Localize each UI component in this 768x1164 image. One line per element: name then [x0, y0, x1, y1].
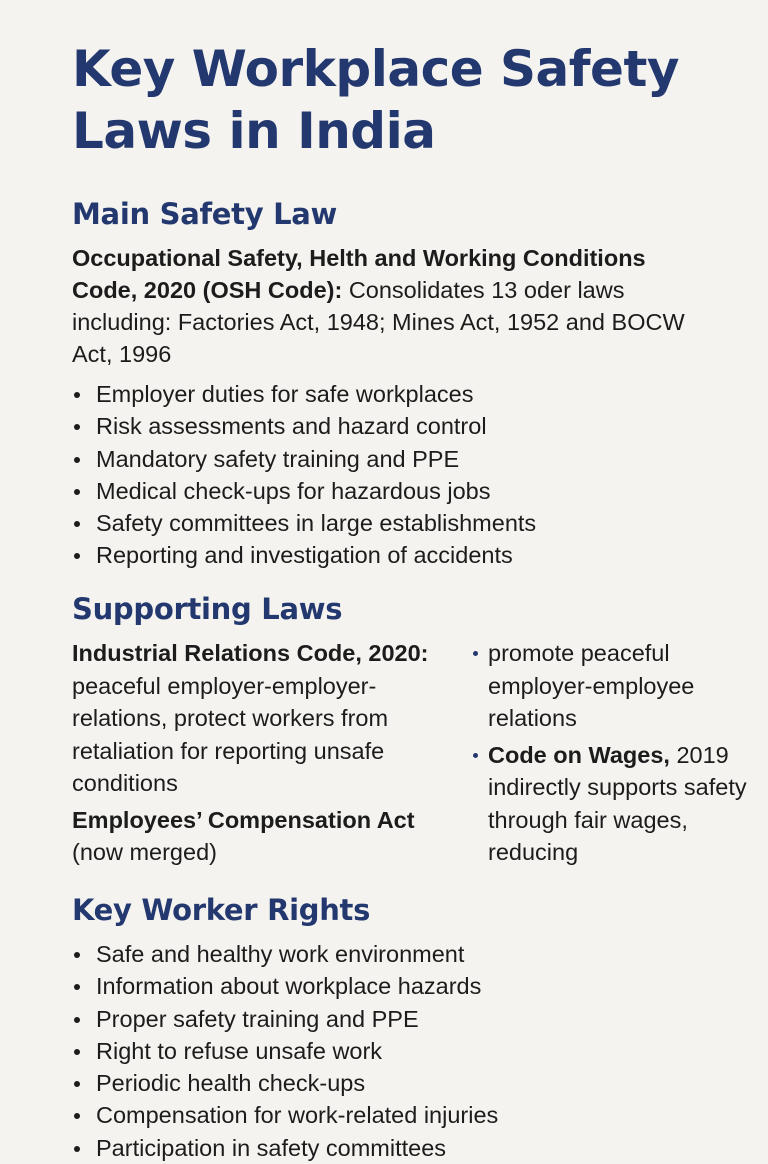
osh-code-name: Occupational Safety, Helth and Working Conditions Code, 2020 (OSH Code):	[72, 245, 646, 303]
list-item: Compensation for work-related injuries	[72, 1099, 498, 1131]
list-item: Right to refuse unsafe work	[72, 1035, 498, 1067]
title-line-2: Laws in India	[72, 102, 436, 160]
supporting-laws-heading: Supporting Laws	[72, 592, 343, 626]
ir-code-benefit-text: promote peaceful employer-employee relations	[488, 640, 695, 731]
list-item: Safety committees in large establishments	[72, 507, 536, 539]
supporting-laws-right-column	[468, 637, 768, 869]
list-item: Reporting and investigation of accidents	[72, 539, 536, 571]
worker-rights-heading: Key Worker Rights	[72, 893, 371, 927]
list-item: Proper safety training and PPE	[72, 1003, 498, 1035]
page-title	[72, 38, 712, 162]
list-item: Periodic health check-ups	[72, 1067, 498, 1099]
ec-act-name: Employees’ Compensation Act	[72, 806, 415, 833]
bullet-dot-icon	[473, 753, 478, 758]
list-item: Mandatory safety training and PPE	[72, 443, 536, 475]
ir-code-paragraph	[72, 637, 462, 800]
main-safety-law-heading: Main Safety Law	[72, 197, 338, 231]
code-on-wages-item	[468, 739, 768, 869]
list-item: Employer duties for safe workplaces	[72, 378, 536, 410]
list-item: Safe and healthy work environment	[72, 938, 498, 970]
bullet-dot-icon	[473, 651, 478, 656]
code-on-wages-name: Code on Wages,	[488, 741, 670, 768]
supporting-laws-left-column	[72, 637, 462, 869]
title-line-1: Key Workplace Safety	[72, 40, 679, 98]
list-item: Participation in safety committees	[72, 1132, 498, 1164]
osh-provisions-list	[72, 378, 536, 572]
list-item: Medical check-ups for hazardous jobs	[72, 475, 536, 507]
ec-act-text: (now merged)	[72, 839, 217, 865]
ir-code-text: peaceful employer-employer-relations, protect workers from retaliation for reporting unsafe conditions	[72, 672, 389, 796]
osh-code-description: Consolidates 13 oder laws including: Factories Act, 1948; Mines Act, 1952 and BOCW Act, 1996	[72, 277, 685, 367]
code-on-wages-text: 2019 indirectly supports safety through fair wages, reducing	[488, 741, 747, 865]
ir-code-name: Industrial Relations Code, 2020:	[72, 640, 429, 666]
list-item: Risk assessments and hazard control	[72, 410, 536, 442]
list-item: Information about workplace hazards	[72, 970, 498, 1002]
ec-act-paragraph	[72, 804, 462, 869]
ir-code-benefit-item	[468, 637, 768, 735]
worker-rights-list	[72, 938, 498, 1164]
osh-code-paragraph	[72, 242, 712, 370]
